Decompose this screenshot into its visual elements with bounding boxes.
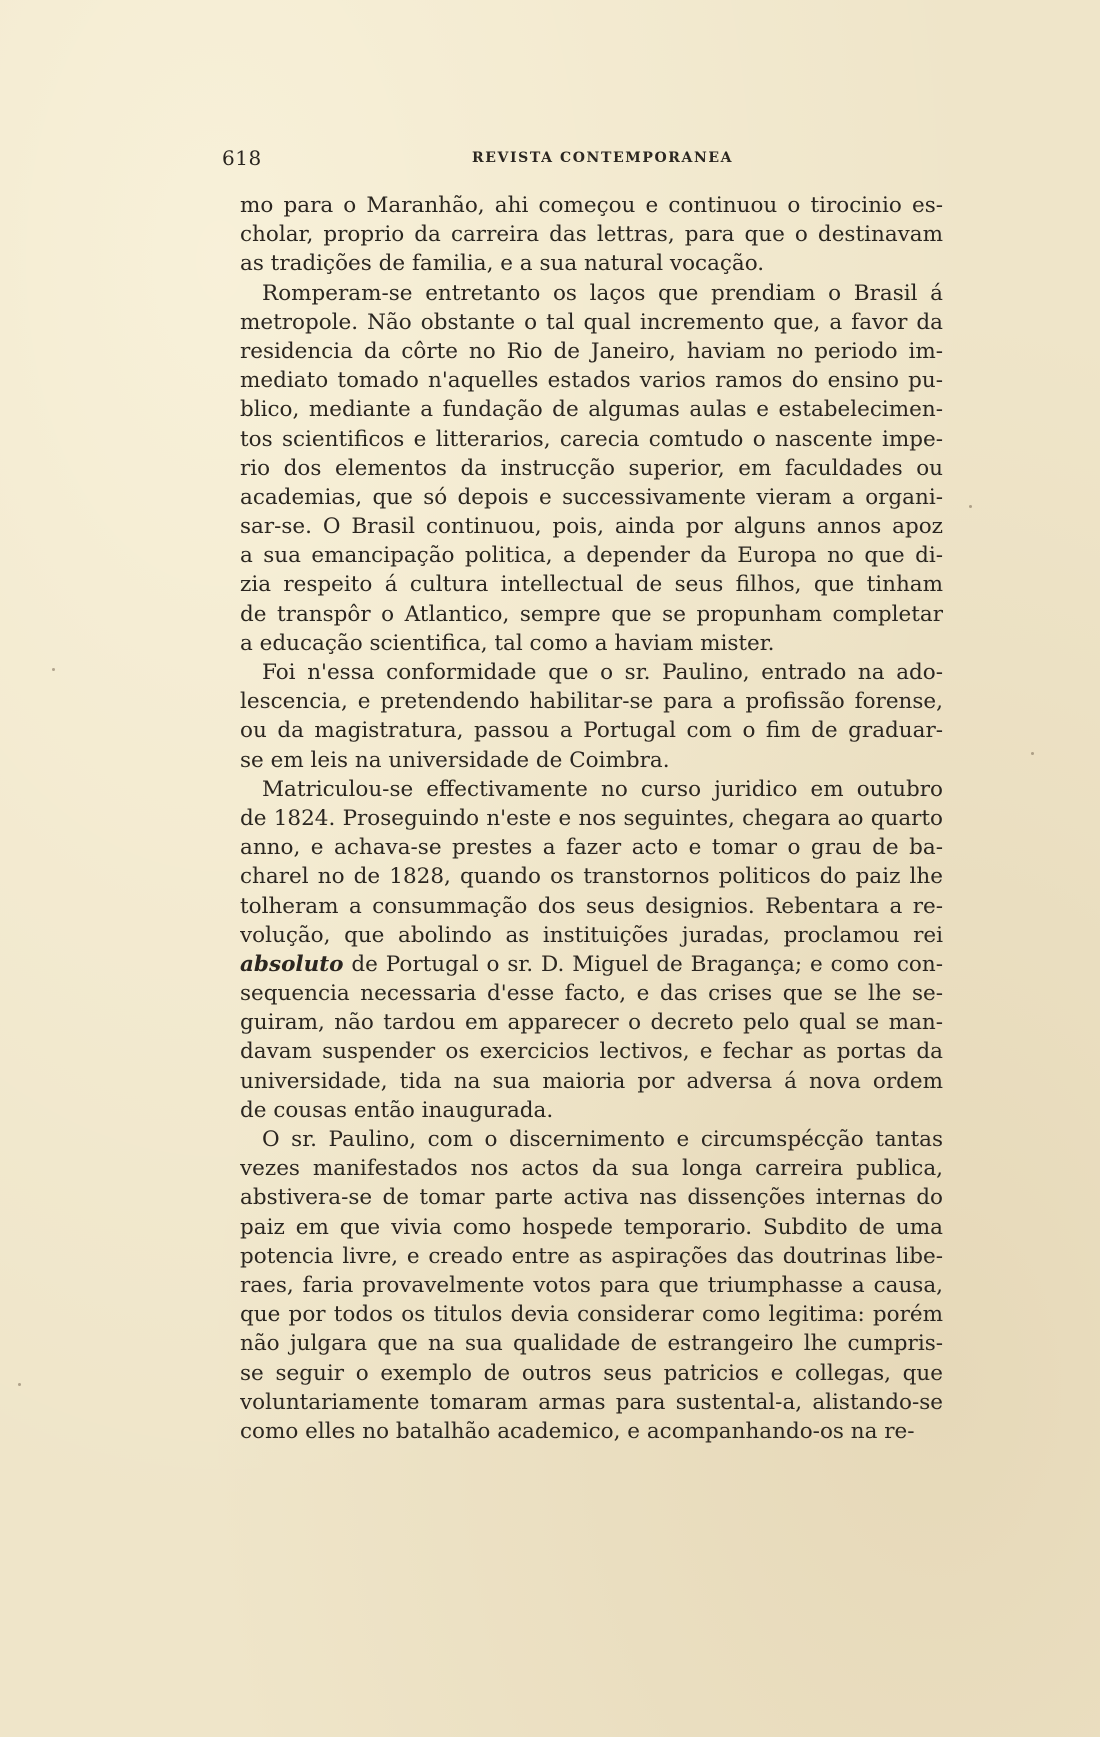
page-header [222,146,942,170]
text-line: metropole. Não obstante o tal qual incremento que, a favor da [240,309,943,335]
text-line: tos scientificos e litterarios, carecia comtudo o nascente impe- [240,426,943,452]
text-line: sequencia necessaria d'esse facto, e das crises que se lhe se- [240,981,943,1007]
text-line: universidade, tida na sua maioria por adversa á nova ordem [240,1068,943,1094]
text-line: davam suspender os exercicios lectivos, e fechar as portas da [240,1039,943,1065]
emphasized-word: absoluto [240,951,344,977]
body-text [240,191,943,1446]
text-line: vezes manifestados nos actos da sua longa carreira publica, [240,1156,943,1182]
paper-speck [1031,752,1034,755]
text-line [240,950,943,979]
text-line: volução, que abolindo as instituições juradas, proclamou rei [240,922,943,948]
paper-speck [969,505,972,508]
line-rest: de Portugal o sr. D. Miguel de Bragança; e como con- [351,951,943,977]
text-line: academias, que só depois e successivamente vieram a organi- [240,484,943,510]
text-line: ou da magistratura, passou a Portugal com o fim de graduar- [240,718,943,744]
text-line: Foi n'essa conformidade que o sr. Paulino, entrado na ado- [262,660,943,685]
text-line: as tradições de familia, e a sua natural vocação. [240,251,765,277]
running-title: REVISTA CONTEMPORANEA [472,150,734,166]
text-line: Matriculou-se effectivamente no curso juridico em outubro [262,776,943,802]
text-line: se seguir o exemplo de outros seus patricios e collegas, que [240,1360,943,1386]
text-line: tolheram a consummação dos seus designios. Rebentara a re- [240,893,943,919]
text-line: sar-se. O Brasil continuou, pois, ainda por alguns annos apoz [240,514,943,540]
text-line: mo para o Maranhão, ahi começou e continuou o tirocinio es- [240,193,943,218]
text-line: guiram, não tardou em apparecer o decreto pelo qual se man- [240,1010,943,1036]
text-line: de transpôr o Atlantico, sempre que se propunham completar [240,601,943,627]
text-line: O sr. Paulino, com o discernimento e circumspécção tantas [262,1127,943,1152]
text-line: voluntariamente tomaram armas para sustental-a, alistando-se [240,1389,943,1415]
text-line: potencia livre, e creado entre as aspirações das doutrinas libe- [240,1243,943,1269]
text-line: mediato tomado n'aquelles estados varios ramos do ensino pu- [240,368,943,394]
text-line: como elles no batalhão academico, e acompanhando-os na re- [240,1418,915,1444]
text-line: de cousas então inaugurada. [240,1097,554,1123]
text-line: zia respeito á cultura intellectual de seus filhos, que tinham [240,572,943,598]
text-line: anno, e achava-se prestes a fazer acto e tomar o grau de ba- [240,835,943,861]
text-line: a sua emancipação politica, a depender da Europa no que di- [240,543,943,569]
text-line: residencia da côrte no Rio de Janeiro, haviam no periodo im- [240,338,943,364]
text-line: raes, faria provavelmente votos para que triumphasse a causa, [240,1272,943,1298]
text-line: abstivera-se de tomar parte activa nas dissenções internas do [240,1185,943,1211]
page-number: 618 [222,146,262,170]
text-line: Romperam-se entretanto os laços que prendiam o Brasil á [262,280,943,306]
text-line: charel no de 1828, quando os transtornos politicos do paiz lhe [240,864,943,890]
text-line: não julgara que na sua qualidade de estrangeiro lhe cumpris- [240,1331,943,1357]
text-line: blico, mediante a fundação de algumas aulas e estabelecimen- [240,397,943,423]
text-line: de 1824. Proseguindo n'este e nos seguintes, chegara ao quarto [240,805,943,831]
paper-speck [52,668,55,671]
text-line: se em leis na universidade de Coimbra. [240,747,670,773]
paper-speck [18,1383,21,1386]
text-line: cholar, proprio da carreira das lettras, para que o destinavam [240,222,943,248]
text-line: paiz em que vivia como hospede temporario. Subdito de uma [240,1214,943,1240]
text-line: que por todos os titulos devia considerar como legitima: porém [240,1302,943,1328]
text-line: rio dos elementos da instrucção superior, em faculdades ou [240,455,943,481]
text-line: a educação scientifica, tal como a haviam mister. [240,630,775,656]
text-line: lescencia, e pretendendo habilitar-se para a profissão forense, [240,689,943,715]
